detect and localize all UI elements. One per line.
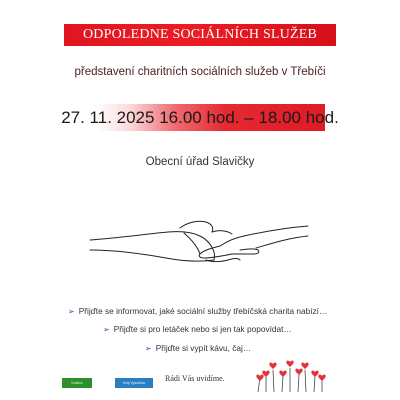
arrow-bullet-icon: ➢ bbox=[145, 343, 152, 353]
sponsor-logo-left: Vodafon bbox=[62, 378, 92, 388]
venue: Obecní úřad Slavičky bbox=[145, 156, 255, 168]
title: ODPOLEDNE SOCIÁLNÍCH SLUŽEB bbox=[82, 27, 318, 42]
arrow-bullet-icon: ➢ bbox=[103, 324, 110, 334]
title-banner bbox=[64, 24, 336, 46]
event-datetime: 27. 11. 2025 16.00 hod. – 18.00 hod. bbox=[61, 107, 339, 127]
hearts-hands-icon bbox=[252, 356, 328, 392]
bullet-text: Přijďte se informovat, jaké sociální služby třebíčská charita nabízí… bbox=[78, 306, 328, 316]
date-banner bbox=[61, 104, 339, 131]
closing-text: Rádi Vás uvidíme. bbox=[165, 374, 225, 383]
list-item bbox=[103, 324, 292, 334]
list-item bbox=[145, 343, 251, 353]
bullet-text: Přijďte si vypít kávu, čaj… bbox=[155, 343, 252, 353]
list-item bbox=[68, 306, 327, 316]
kraj-vysocina-logo: Kraj Vysočina bbox=[115, 378, 153, 388]
arrow-bullet-icon: ➢ bbox=[68, 306, 75, 316]
hands-holding-illustration bbox=[88, 210, 310, 282]
subtitle: představení charitních sociálních služeb v Třebíči bbox=[74, 66, 326, 78]
bullet-text: Přijďte si pro letáček nebo si jen tak popovídat… bbox=[113, 324, 292, 334]
